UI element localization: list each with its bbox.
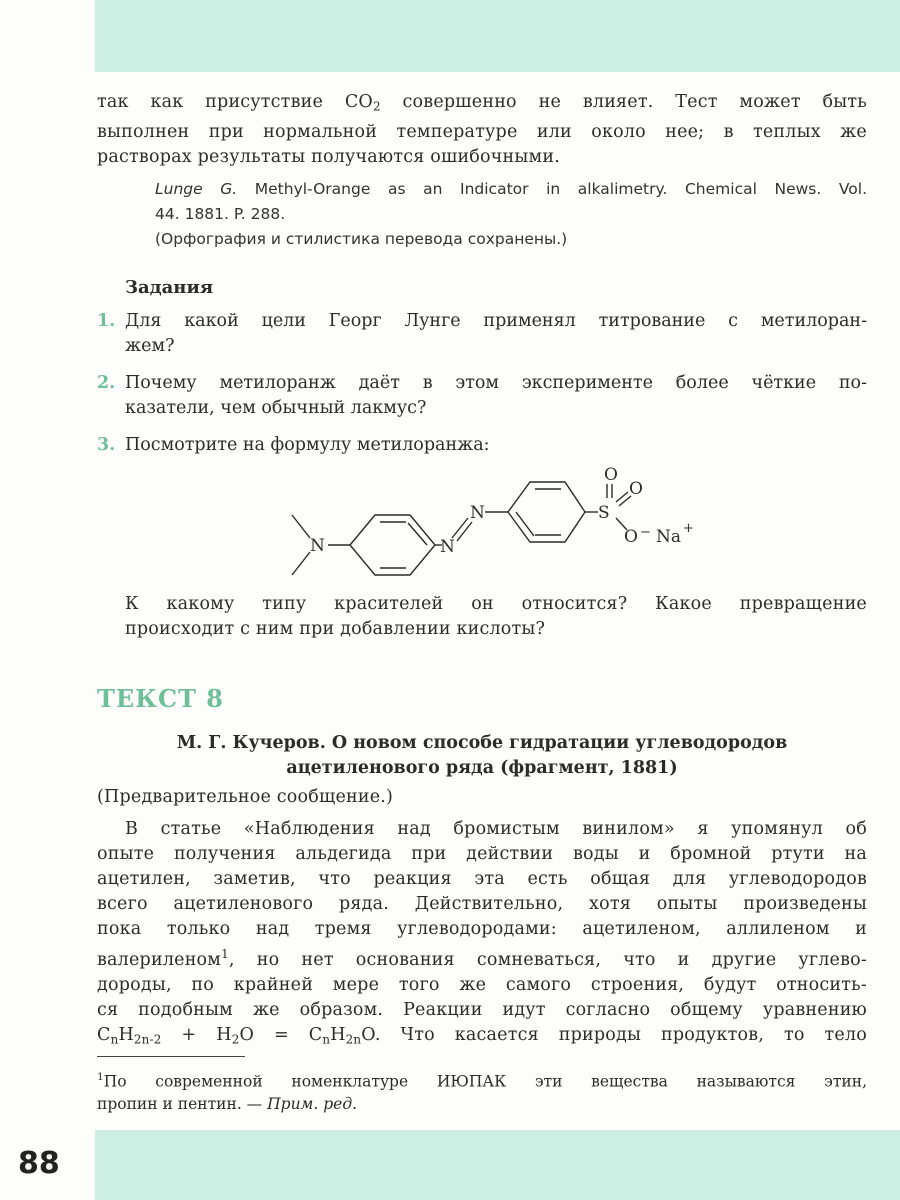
footnote-mark: 1 (97, 1071, 104, 1083)
citation-note: (Орфография и стилистика перевода сохранены.) (155, 230, 568, 248)
task-line: Для какой цели Георг Лунге применял титрование с метилоран- (125, 311, 867, 331)
task-3 (97, 433, 867, 458)
top-color-band (95, 0, 900, 72)
task-1 (97, 309, 867, 359)
task-line: казатели, чем обычный лакмус? (125, 398, 427, 418)
intro-paragraph (97, 90, 867, 170)
followup-line-1: К какому типу красителей он относится? Какое превращение (125, 594, 867, 614)
formula-s: S (598, 503, 610, 523)
section-title: ТЕКСТ 8 (97, 684, 224, 713)
task-line: жем? (125, 336, 175, 356)
footnote-divider (97, 1056, 245, 1057)
body-line-4: всего ацетиленового ряда. Действительно, хотя опыты произведены (97, 894, 867, 914)
formula-o-top: O (604, 465, 618, 485)
body-line-5: пока только над тремя углеводородами: ацетиленом, аллиленом и (97, 919, 867, 939)
formula-o-minus: O (624, 527, 638, 547)
methyl-orange-formula (280, 460, 720, 590)
task-2 (97, 371, 867, 421)
task-line: Почему метилоранж даёт в этом эксперименте более чёткие по- (125, 373, 867, 393)
body-line-3: ацетилен, заметив, что реакция эта есть общая для углеводородов (97, 869, 867, 889)
formula-n-amine: N (310, 536, 325, 556)
task-number: 3. (97, 435, 116, 455)
formula-n-azo-2: N (470, 503, 485, 523)
intro-line-2: выполнен при нормальной температуре или около нее; в теплых же (97, 121, 867, 142)
task-3-followup (125, 592, 867, 642)
article-title-line-2: ацетиленового ряда (фрагмент, 1881) (286, 758, 678, 778)
formula-plus-sign: + (683, 521, 694, 536)
task-number: 1. (97, 311, 116, 331)
footnote-ref: 1 (221, 947, 229, 961)
intro-line-3: растворах результаты получаются ошибочными. (97, 146, 560, 167)
footnote-line-1: $^1$По современной номенклатуре ИЮПАК эти вещества называются этин, (97, 1071, 867, 1091)
citation (155, 177, 867, 252)
article-body (97, 817, 867, 1053)
formula-o-right: O (629, 479, 643, 499)
body-line-2: опыте получения альдегида при действии воды и бромной ртути на (97, 844, 867, 864)
body-line-9-equation: $C_nH_{2n-2} + H_2O = C_nH_{2n}O$. Что касается природы продуктов, то тело (97, 1025, 868, 1047)
body-line-7: дороды, по крайней мере того же самого строения, будут относить- (97, 975, 867, 996)
body-line-6: валериленом$^1$, но нет основания сомневаться, что и другие углево- (97, 947, 867, 971)
citation-line-2: 44. 1881. P. 288. (155, 205, 286, 223)
task-line: Посмотрите на формулу метилоранжа: (125, 435, 490, 455)
formula-minus-sign: − (640, 525, 651, 540)
preface-text: (Предварительное сообщение.) (97, 787, 394, 807)
tasks-heading: Задания (125, 277, 214, 298)
citation-line-1: Lunge G. Methyl-Orange as an Indicator in alkalimetry. Chemical News. Vol. (155, 180, 867, 198)
footnote-line-2: пропин и пентин. — Прим. ред. (97, 1095, 358, 1114)
intro-line-1: так как присутствие $CO_2$ совершенно не влияет. Тест может быть (97, 92, 867, 114)
footnote (97, 1066, 867, 1116)
followup-line-2: происходит с ним при добавлении кислоты? (125, 619, 546, 639)
body-line-8: ся подобным же образом. Реакции идут согласно общему уравнению (97, 1000, 867, 1021)
formula-n-azo-1: N (440, 537, 455, 557)
body-line-1: В статье «Наблюдения над бромистым винилом» я упомянул об (125, 819, 867, 839)
preface (97, 785, 867, 810)
bottom-color-band (95, 1130, 900, 1200)
article-title (97, 731, 867, 781)
task-number: 2. (97, 373, 116, 393)
page-number: 88 (18, 1146, 60, 1181)
formula-na: Na (656, 527, 682, 547)
citation-author: Lunge G. (155, 180, 238, 198)
article-title-line-1: М. Г. Кучеров. О новом способе гидратации углеводородов (176, 733, 788, 753)
